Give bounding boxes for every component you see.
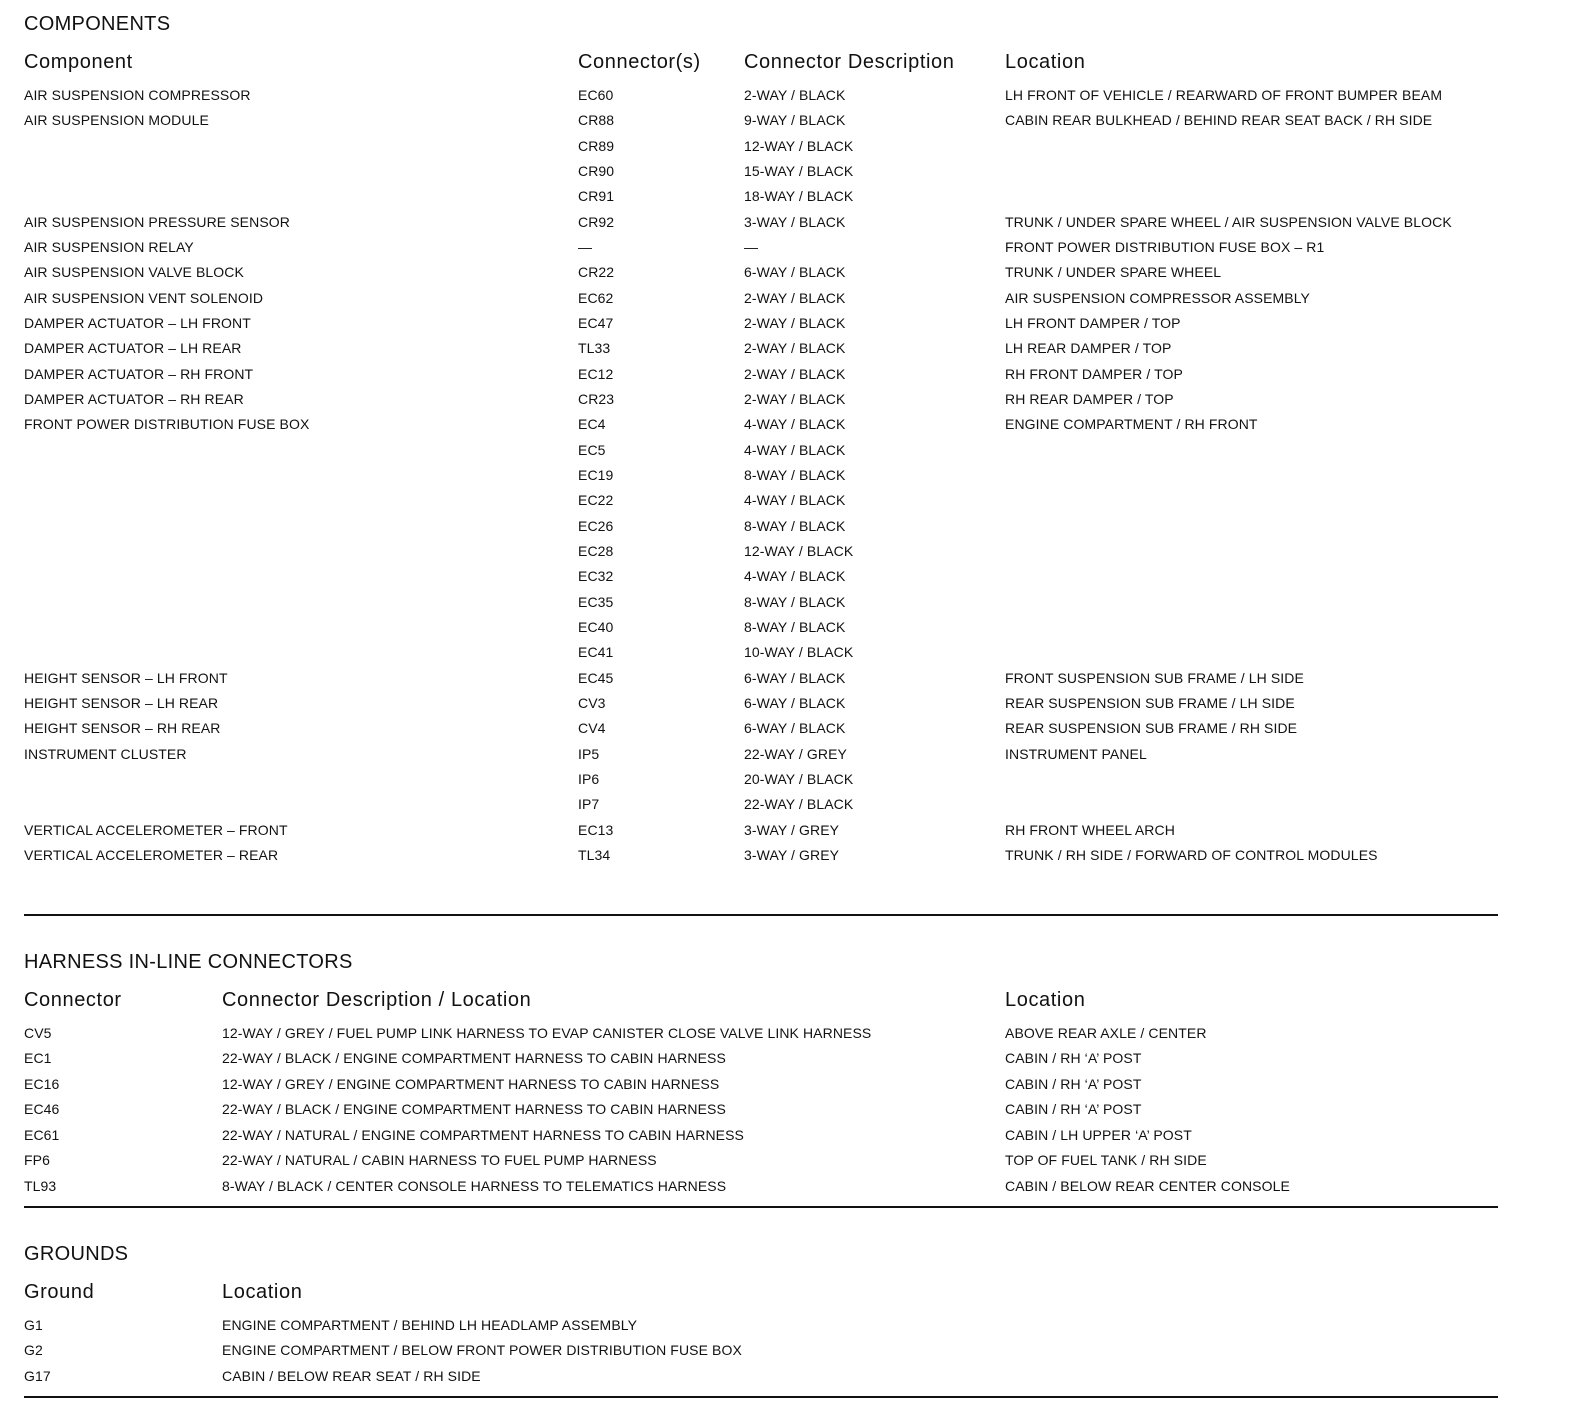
table-row <box>0 238 1500 263</box>
location-cell: REAR SUSPENSION SUB FRAME / RH SIDE <box>1005 720 1298 737</box>
column-header-connector: Connector <box>24 989 122 1011</box>
table-row <box>0 491 1500 516</box>
location-cell: CABIN / BELOW REAR SEAT / RH SIDE <box>222 1367 481 1384</box>
connector-id-cell: EC12 <box>578 365 614 382</box>
table-row <box>0 187 1500 212</box>
component-name-cell: DAMPER ACTUATOR – RH REAR <box>24 390 244 407</box>
component-name-cell: HEIGHT SENSOR – RH REAR <box>24 720 221 737</box>
location-cell: RH FRONT WHEEL ARCH <box>1005 821 1175 838</box>
grounds-table-body <box>0 1316 1500 1392</box>
table-row <box>0 390 1500 415</box>
connector-id-cell: EC62 <box>578 289 614 306</box>
table-row <box>0 770 1500 795</box>
table-row <box>0 1151 1500 1176</box>
connector-id-cell: CR88 <box>578 112 615 129</box>
table-row <box>0 1100 1500 1125</box>
column-header-ground: Ground <box>24 1281 95 1303</box>
location-cell: ENGINE COMPARTMENT / BELOW FRONT POWER DISTRIBUTION FUSE BOX <box>222 1342 742 1359</box>
location-cell: TOP OF FUEL TANK / RH SIDE <box>1005 1152 1207 1169</box>
connector-description-cell: 22-WAY / BLACK / ENGINE COMPARTMENT HARNESS TO CABIN HARNESS <box>222 1050 726 1067</box>
connector-description-cell: 4-WAY / BLACK <box>744 568 846 585</box>
table-row <box>0 846 1500 871</box>
connector-id-cell: EC41 <box>578 644 614 661</box>
column-header-connector-description: Connector Description <box>744 51 955 73</box>
location-cell: CABIN / RH ‘A’ POST <box>1005 1075 1142 1092</box>
connector-description-cell: 12-WAY / GREY / FUEL PUMP LINK HARNESS TO EVAP CANISTER CLOSE VALVE LINK HARNESS <box>222 1025 872 1041</box>
connector-description-cell: 6-WAY / BLACK <box>744 720 846 737</box>
column-header-connector-description-location: Connector Description / Location <box>222 989 532 1011</box>
location-cell: INSTRUMENT PANEL <box>1005 745 1147 762</box>
location-cell: TRUNK / RH SIDE / FORWARD OF CONTROL MODULES <box>1005 846 1378 863</box>
table-row <box>0 1316 1500 1341</box>
table-row <box>0 618 1500 643</box>
table-row <box>0 719 1500 744</box>
column-header-location: Location <box>1005 51 1086 73</box>
connector-description-cell: 2-WAY / BLACK <box>744 365 846 382</box>
section-divider <box>24 914 1498 916</box>
connector-description-cell: 2-WAY / BLACK <box>744 390 846 407</box>
section-divider <box>24 1206 1498 1208</box>
connector-description-cell: 22-WAY / NATURAL / CABIN HARNESS TO FUEL PUMP HARNESS <box>222 1152 657 1169</box>
table-row <box>0 567 1500 592</box>
connector-id-cell: EC45 <box>578 669 614 686</box>
connector-id-cell: EC22 <box>578 492 614 509</box>
connector-description-cell: 10-WAY / BLACK <box>744 644 854 661</box>
component-name-cell: DAMPER ACTUATOR – LH FRONT <box>24 314 251 331</box>
location-cell: TRUNK / UNDER SPARE WHEEL <box>1005 264 1222 281</box>
connector-id-cell: EC19 <box>578 466 614 483</box>
ground-id-cell: G1 <box>24 1317 43 1333</box>
connector-id-cell: CR91 <box>578 188 615 205</box>
table-row <box>0 162 1500 187</box>
connector-description-cell: 8-WAY / BLACK <box>744 618 846 635</box>
connector-description-cell: 18-WAY / BLACK <box>744 188 854 205</box>
location-cell: AIR SUSPENSION COMPRESSOR ASSEMBLY <box>1005 289 1310 306</box>
location-cell: TRUNK / UNDER SPARE WHEEL / AIR SUSPENSION VALVE BLOCK <box>1005 213 1452 230</box>
component-name-cell: DAMPER ACTUATOR – RH FRONT <box>24 365 254 382</box>
table-row <box>0 1367 1500 1392</box>
table-row <box>0 542 1500 567</box>
connector-id-cell: EC46 <box>24 1101 60 1118</box>
connector-id-cell: CR22 <box>578 264 615 281</box>
location-cell: FRONT SUSPENSION SUB FRAME / LH SIDE <box>1005 669 1304 686</box>
connector-description-cell: 2-WAY / BLACK <box>744 340 846 357</box>
table-row <box>0 466 1500 491</box>
connector-description-cell: 22-WAY / BLACK / ENGINE COMPARTMENT HARNESS TO CABIN HARNESS <box>222 1101 726 1118</box>
table-row <box>0 1049 1500 1074</box>
table-row <box>0 314 1500 339</box>
table-row <box>0 821 1500 846</box>
location-cell: CABIN REAR BULKHEAD / BEHIND REAR SEAT BACK / RH SIDE <box>1005 112 1433 129</box>
table-row <box>0 1024 1500 1049</box>
table-row <box>0 1126 1500 1151</box>
table-row <box>0 643 1500 668</box>
connector-description-cell: 3-WAY / GREY <box>744 846 840 863</box>
connector-id-cell: CV3 <box>578 694 606 711</box>
connector-id-cell: CR90 <box>578 162 615 179</box>
connector-id-cell: EC28 <box>578 542 614 559</box>
table-row <box>0 517 1500 542</box>
location-cell: FRONT POWER DISTRIBUTION FUSE BOX – R1 <box>1005 238 1325 255</box>
connector-description-cell: 22-WAY / GREY <box>744 745 847 762</box>
component-name-cell: VERTICAL ACCELEROMETER – REAR <box>24 846 279 863</box>
connector-id-cell: EC35 <box>578 593 614 610</box>
connector-id-cell: — <box>578 238 593 255</box>
connector-description-cell: 6-WAY / BLACK <box>744 264 846 281</box>
connector-description-cell: 8-WAY / BLACK <box>744 517 846 534</box>
table-row <box>0 1177 1500 1202</box>
column-header-location: Location <box>222 1281 303 1303</box>
ground-id-cell: G17 <box>24 1367 51 1384</box>
location-cell: ENGINE COMPARTMENT / RH FRONT <box>1005 416 1258 433</box>
table-row <box>0 1075 1500 1100</box>
table-row <box>0 441 1500 466</box>
location-cell: CABIN / RH ‘A’ POST <box>1005 1101 1142 1118</box>
connector-description-cell: 3-WAY / GREY <box>744 821 840 838</box>
component-name-cell: AIR SUSPENSION PRESSURE SENSOR <box>24 213 290 230</box>
connector-description-cell: 8-WAY / BLACK / CENTER CONSOLE HARNESS TO TELEMATICS HARNESS <box>222 1177 727 1194</box>
table-row <box>0 137 1500 162</box>
components-table-body <box>0 86 1500 871</box>
table-row <box>0 795 1500 820</box>
ground-id-cell: G2 <box>24 1342 43 1359</box>
connector-id-cell: EC5 <box>578 441 606 458</box>
harness-table-body <box>0 1024 1500 1202</box>
connector-description-cell: 20-WAY / BLACK <box>744 770 854 787</box>
component-name-cell: INSTRUMENT CLUSTER <box>24 745 187 762</box>
table-row <box>0 669 1500 694</box>
connector-id-cell: CV5 <box>24 1025 52 1041</box>
connector-description-cell: 22-WAY / BLACK <box>744 796 854 813</box>
connector-id-cell: CR89 <box>578 137 615 154</box>
connector-description-cell: 15-WAY / BLACK <box>744 162 854 179</box>
connector-id-cell: EC40 <box>578 618 614 635</box>
harness-section-title: HARNESS IN-LINE CONNECTORS <box>24 951 353 973</box>
component-name-cell: FRONT POWER DISTRIBUTION FUSE BOX <box>24 416 310 433</box>
connector-id-cell: IP6 <box>578 770 600 787</box>
connector-id-cell: EC47 <box>578 314 614 331</box>
connector-id-cell: IP5 <box>578 745 600 762</box>
table-row <box>0 86 1500 111</box>
table-row <box>0 415 1500 440</box>
connector-description-cell: 6-WAY / BLACK <box>744 669 846 686</box>
connector-id-cell: EC1 <box>24 1050 52 1067</box>
table-row <box>0 593 1500 618</box>
location-cell: ENGINE COMPARTMENT / BEHIND LH HEADLAMP ASSEMBLY <box>222 1317 638 1333</box>
grounds-section-title: GROUNDS <box>24 1243 129 1265</box>
column-header-connectors: Connector(s) <box>578 51 701 73</box>
component-name-cell: AIR SUSPENSION MODULE <box>24 112 209 129</box>
component-name-cell: AIR SUSPENSION RELAY <box>24 238 194 255</box>
connector-description-cell: 2-WAY / BLACK <box>744 289 846 306</box>
location-cell: LH REAR DAMPER / TOP <box>1005 340 1172 357</box>
connector-id-cell: CR92 <box>578 213 615 230</box>
connector-description-cell: 2-WAY / BLACK <box>744 87 846 103</box>
connector-description-cell: 3-WAY / BLACK <box>744 213 846 230</box>
connector-description-cell: — <box>744 238 759 255</box>
connector-id-cell: EC16 <box>24 1075 60 1092</box>
connector-description-cell: 4-WAY / BLACK <box>744 492 846 509</box>
connector-id-cell: EC61 <box>24 1126 60 1143</box>
connector-description-cell: 12-WAY / BLACK <box>744 137 854 154</box>
component-name-cell: DAMPER ACTUATOR – LH REAR <box>24 340 242 357</box>
column-header-location: Location <box>1005 989 1086 1011</box>
connector-description-cell: 6-WAY / BLACK <box>744 694 846 711</box>
connector-description-cell: 4-WAY / BLACK <box>744 416 846 433</box>
table-row <box>0 111 1500 136</box>
location-cell: RH REAR DAMPER / TOP <box>1005 390 1174 407</box>
location-cell: ABOVE REAR AXLE / CENTER <box>1005 1025 1207 1041</box>
connector-id-cell: EC13 <box>578 821 614 838</box>
component-name-cell: AIR SUSPENSION VENT SOLENOID <box>24 289 264 306</box>
components-section-title: COMPONENTS <box>24 13 171 35</box>
connector-id-cell: EC4 <box>578 416 606 433</box>
column-header-component: Component <box>24 51 133 73</box>
location-cell: LH FRONT DAMPER / TOP <box>1005 314 1181 331</box>
component-name-cell: HEIGHT SENSOR – LH REAR <box>24 694 219 711</box>
connector-description-cell: 8-WAY / BLACK <box>744 593 846 610</box>
table-row <box>0 365 1500 390</box>
component-name-cell: AIR SUSPENSION VALVE BLOCK <box>24 264 244 281</box>
table-row <box>0 339 1500 364</box>
connector-id-cell: CR23 <box>578 390 615 407</box>
table-row <box>0 213 1500 238</box>
connector-id-cell: EC60 <box>578 87 614 103</box>
component-name-cell: AIR SUSPENSION COMPRESSOR <box>24 87 251 103</box>
component-name-cell: VERTICAL ACCELEROMETER – FRONT <box>24 821 288 838</box>
table-row <box>0 745 1500 770</box>
connector-description-cell: 22-WAY / NATURAL / ENGINE COMPARTMENT HARNESS TO CABIN HARNESS <box>222 1126 744 1143</box>
component-name-cell: HEIGHT SENSOR – LH FRONT <box>24 669 228 686</box>
section-divider <box>24 1396 1498 1398</box>
connector-description-cell: 8-WAY / BLACK <box>744 466 846 483</box>
location-cell: CABIN / BELOW REAR CENTER CONSOLE <box>1005 1177 1290 1194</box>
location-cell: LH FRONT OF VEHICLE / REARWARD OF FRONT BUMPER BEAM <box>1005 87 1443 103</box>
connector-id-cell: CV4 <box>578 720 606 737</box>
connector-description-cell: 12-WAY / BLACK <box>744 542 854 559</box>
connector-id-cell: EC26 <box>578 517 614 534</box>
location-cell: CABIN / LH UPPER ‘A’ POST <box>1005 1126 1192 1143</box>
table-row <box>0 289 1500 314</box>
connector-description-cell: 9-WAY / BLACK <box>744 112 846 129</box>
connector-id-cell: TL34 <box>578 846 611 863</box>
connector-description-cell: 4-WAY / BLACK <box>744 441 846 458</box>
location-cell: RH FRONT DAMPER / TOP <box>1005 365 1183 382</box>
connector-id-cell: TL33 <box>578 340 611 357</box>
connector-id-cell: TL93 <box>24 1177 57 1194</box>
table-row <box>0 694 1500 719</box>
location-cell: CABIN / RH ‘A’ POST <box>1005 1050 1142 1067</box>
connector-id-cell: EC32 <box>578 568 614 585</box>
connector-id-cell: FP6 <box>24 1152 50 1169</box>
location-cell: REAR SUSPENSION SUB FRAME / LH SIDE <box>1005 694 1295 711</box>
connector-id-cell: IP7 <box>578 796 600 813</box>
table-row <box>0 1341 1500 1366</box>
table-row <box>0 263 1500 288</box>
connector-description-cell: 12-WAY / GREY / ENGINE COMPARTMENT HARNESS TO CABIN HARNESS <box>222 1075 720 1092</box>
connector-description-cell: 2-WAY / BLACK <box>744 314 846 331</box>
